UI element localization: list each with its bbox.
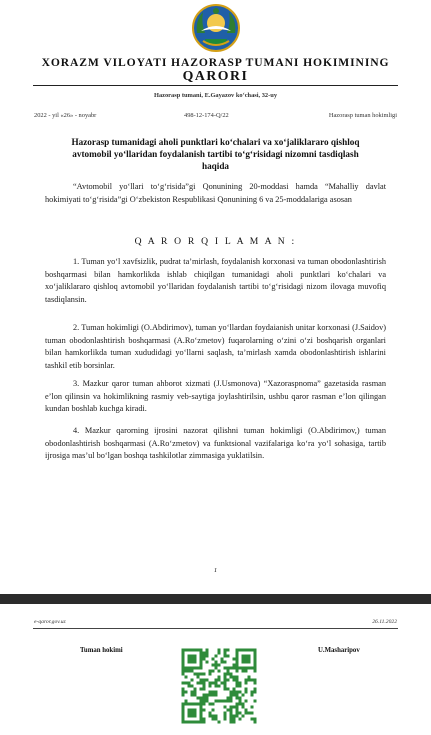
decree-heading: Q A R O R Q I L A M A N :	[134, 236, 297, 247]
document-heading: Hazorasp tumanidagi aholi punktlari ko‘chalari va xo‘jaliklararo qishloq avtomobil yo‘llaridan foydalanish tartibi to‘g‘risidagi nizomni tasdiqlash haqida	[71, 137, 360, 171]
signer-title: Tuman hokimi	[80, 647, 123, 654]
paragraph-3	[45, 378, 386, 416]
document-issuer: Hazorasp tuman hokimligi	[328, 112, 397, 119]
page-number: 1	[213, 567, 218, 574]
footer-date: 26.11.2022	[372, 619, 397, 625]
header-divider	[33, 85, 398, 86]
issuer-address: Hazorasp tumani, E.Gayazov ko‘chasi, 32-uy	[153, 92, 278, 99]
document-type-title: QARORI	[182, 68, 249, 83]
signer-name: U.Masharipov	[318, 647, 360, 654]
footer-bar	[0, 594, 431, 604]
preamble-paragraph	[45, 181, 386, 206]
preamble-text: “Avtomobil yo‘llari to‘g‘risida”gi Qonunining 20-moddasi hamda “Mahalliy davlat hokimiyati to‘g‘risida”gi O‘zbekiston Respublikasi Qonunining 6 va 25-moddalariga asosan	[45, 182, 386, 204]
footer-divider	[33, 628, 398, 629]
paragraph-4-text: 4. Mazkur qarorning ijrosini nazorat qilishni tuman hokimligi (O.Abdirimov,) tuman obodonlashtirish boshqarmasi (A.Ro‘zmetov) va funktsional vazifalariga ko‘ra yo‘l sohasiga, tartib ijrosiga mas’ul bo‘lgan boshqa tashkilotlar zimmasiga yuklatilsin.	[45, 426, 386, 461]
qr-code-icon[interactable]	[180, 645, 258, 727]
paragraph-2-text: 2. Tuman hokimligi (O.Abdirimov), tuman yo‘llardan foydaianish unitar korxonasi (J.Saidov) tuman obodonlashtirish boshqarmasi (A.Ro‘zmetov) fuqarolarning o‘zini o‘zi boshqarish organlari bilan hamkorlikda tuman xududidagi yo‘llarni saqlash, ta’mirlash xamda obodonlashtirish ishlarini tashkil etib borsinlar.	[45, 323, 386, 370]
paragraph-3-text: 3. Mazkur qaror tuman ahborot xizmati (J.Usmonova) “Xazoraspnoma” gazetasida rasman e’lon qilinsin va hokimlikning rasmiy veb-saytiga joylashtirilsin, ushbu qaror rasman e’lon qilingan kundan boshlab kuchga kiradi.	[45, 379, 386, 414]
footer-site-link[interactable]: e-qaror.gov.uz	[34, 619, 66, 625]
document-issuer-title: XORAZM VILOYATI HAZORASP TUMANI HOKIMINING	[41, 56, 390, 69]
document-number: 498-12-174-Q/22	[184, 112, 229, 119]
paragraph-4	[45, 425, 386, 463]
paragraph-2	[45, 322, 386, 372]
document-date: 2022 - yil «26» - noyabr	[34, 112, 97, 119]
paragraph-1-text: 1. Tuman yo‘l xavfsizlik, pudrat ta’mirlash, foydalanish korxonasi va tuman obodonlashtirish boshqarmasi bilan hamkorlikda ishlab chiqilgan tumanidagi aholi punktlari ko‘chalari va xo‘jaliklararo qishloq avtomobil yo‘llaridan foydalanish tartibi to‘g‘risidagi nizom ilovaga muvofiq tasdiqlansin.	[45, 257, 386, 304]
paragraph-1	[45, 256, 386, 306]
state-emblem-icon	[191, 3, 241, 53]
